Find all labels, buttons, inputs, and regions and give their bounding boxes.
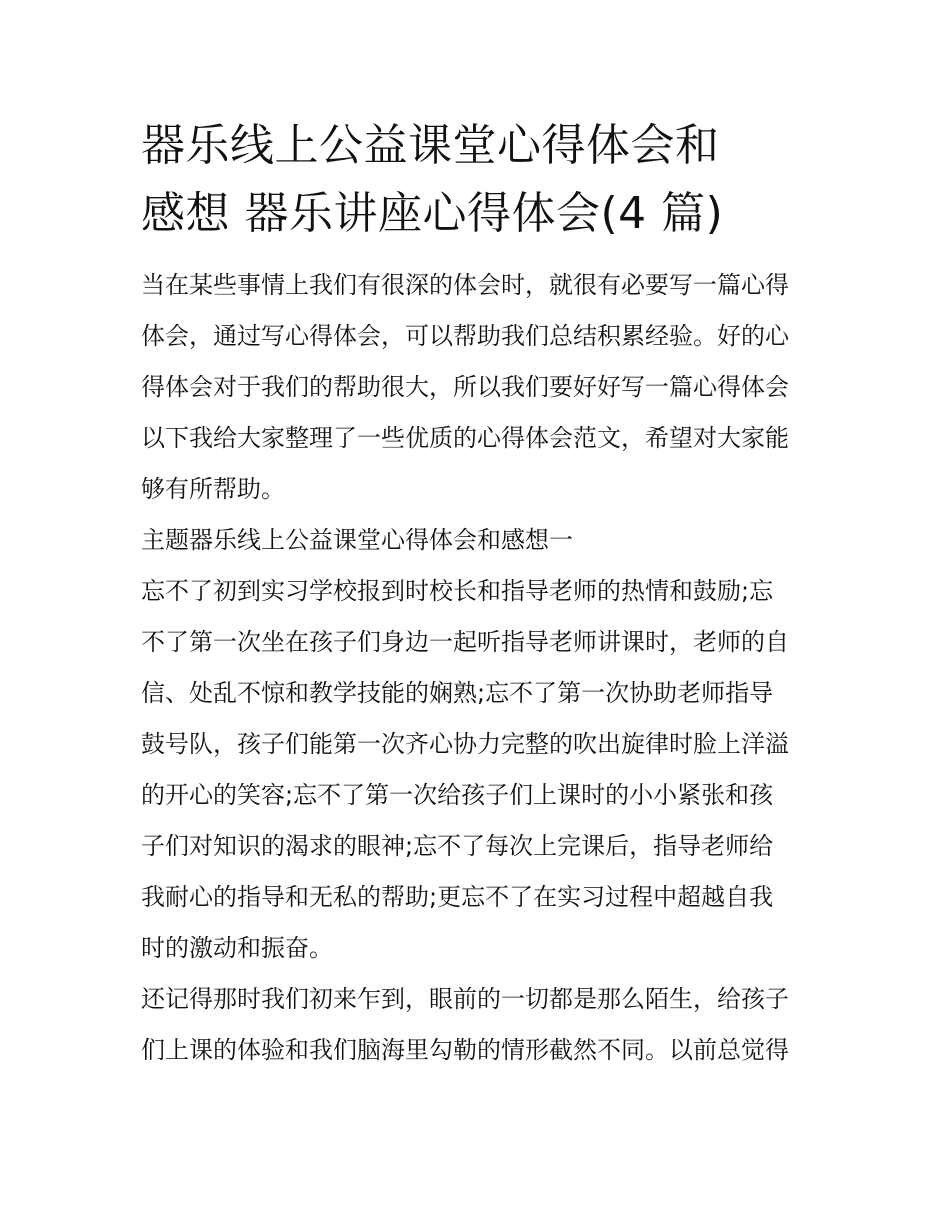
- text-line: 够有所帮助。: [141, 475, 285, 503]
- body-paragraph-1: [141, 566, 816, 974]
- body-paragraph-2: [141, 974, 816, 1076]
- text-line: 还记得那时我们初来乍到，眼前的一切都是那么陌生，给孩子: [141, 985, 789, 1013]
- text-line: 信、处乱不惊和教学技能的娴熟;忘不了第一次协助老师指导: [141, 679, 774, 707]
- text-line: 体会，通过写心得体会，可以帮助我们总结积累经验。好的心: [141, 322, 789, 350]
- section-heading: [141, 515, 816, 566]
- text-line: 得体会对于我们的帮助很大，所以我们要好好写一篇心得体会: [141, 373, 789, 401]
- text-line: 忘不了初到实习学校报到时校长和指导老师的热情和鼓励;忘: [141, 577, 774, 605]
- title-line: 器乐线上公益课堂心得体会和: [141, 120, 720, 171]
- text-line: 我耐心的指导和无私的帮助;更忘不了在实习过程中超越自我: [141, 883, 774, 911]
- document-title: [141, 112, 816, 248]
- title-line: 感想 器乐讲座心得体会(4 篇): [141, 188, 724, 239]
- text-line: 时的激动和振奋。: [141, 934, 333, 962]
- text-line: 子们对知识的渴求的眼神;忘不了每次上完课后，指导老师给: [141, 832, 774, 860]
- text-line: 的开心的笑容;忘不了第一次给孩子们上课时的小小紧张和孩: [141, 781, 774, 809]
- text-line: 当在某些事情上我们有很深的体会时，就很有必要写一篇心得: [141, 271, 789, 299]
- intro-paragraph: [141, 260, 816, 515]
- text-line: 们上课的体验和我们脑海里勾勒的情形截然不同。以前总觉得: [141, 1036, 789, 1064]
- text-line: 鼓号队，孩子们能第一次齐心协力完整的吹出旋律时脸上洋溢: [141, 730, 789, 758]
- document-content: [141, 112, 816, 1076]
- section-heading-text: 主题器乐线上公益课堂心得体会和感想一: [141, 526, 573, 554]
- text-line: 以下我给大家整理了一些优质的心得体会范文，希望对大家能: [141, 424, 789, 452]
- text-line: 不了第一次坐在孩子们身边一起听指导老师讲课时，老师的自: [141, 628, 789, 656]
